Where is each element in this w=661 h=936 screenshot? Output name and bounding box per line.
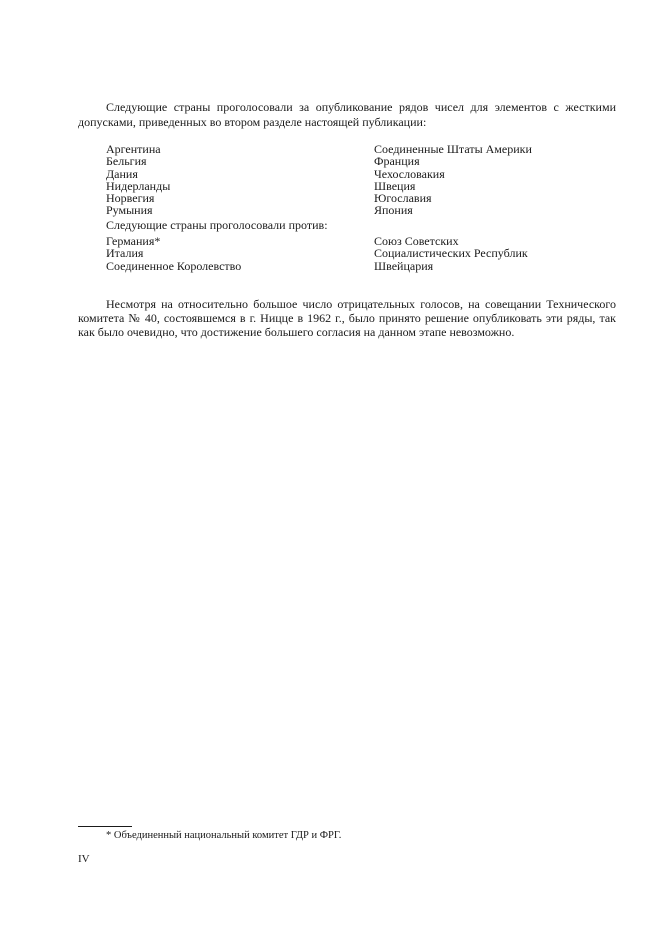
country-list-item: Германия*	[106, 234, 161, 248]
votes-against-right-list	[374, 235, 528, 272]
country-list-item: Союз Советских	[374, 234, 459, 248]
country-list-item: Франция	[374, 154, 420, 169]
country-list-item: Чехословакия	[374, 166, 445, 181]
closing-paragraph: Несмотря на относительно большое число отрицательных голосов, на совещании Технического комитета № 40, состоявшемся в г. Ницце в 1962 г., было принято решение опубликовать эти ряды, так как было очевидно, что достижение большего согласия на данном этапе невозможно.	[78, 297, 616, 340]
country-list-item: Бельгия	[106, 154, 147, 169]
country-list-item: Италия	[106, 246, 144, 261]
country-list-item: Аргентина	[106, 142, 161, 156]
country-list-item: Соединенное Королевство	[106, 258, 242, 273]
country-list-item: Япония	[374, 203, 413, 218]
country-list-item: Дания	[106, 166, 138, 181]
country-list-item: Соединенные Штаты Америки	[374, 142, 532, 156]
votes-for-left-list	[106, 143, 170, 217]
intro-paragraph: Следующие страны проголосовали за опубликование рядов чисел для элементов с жесткими допусками, приведенных во втором разделе настоящей публикации:	[78, 100, 616, 129]
votes-for-right-list	[374, 143, 532, 217]
page-number: IV	[78, 853, 90, 865]
country-list-item: Нидерланды	[106, 178, 171, 193]
country-list-item: Югославия	[374, 191, 432, 206]
country-list-item: Норвегия	[106, 191, 155, 206]
country-list-item: Швеция	[374, 178, 416, 193]
votes-against-heading: Следующие страны проголосовали против:	[106, 218, 328, 232]
footnote-divider	[78, 826, 132, 827]
footnote: * Объединенный национальный комитет ГДР и ФРГ.	[106, 830, 342, 841]
country-list-item: Швейцария	[374, 258, 434, 273]
country-list-item: Социалистических Республик	[374, 246, 528, 261]
country-list-item: Румыния	[106, 203, 153, 218]
votes-against-left-list	[106, 235, 241, 272]
